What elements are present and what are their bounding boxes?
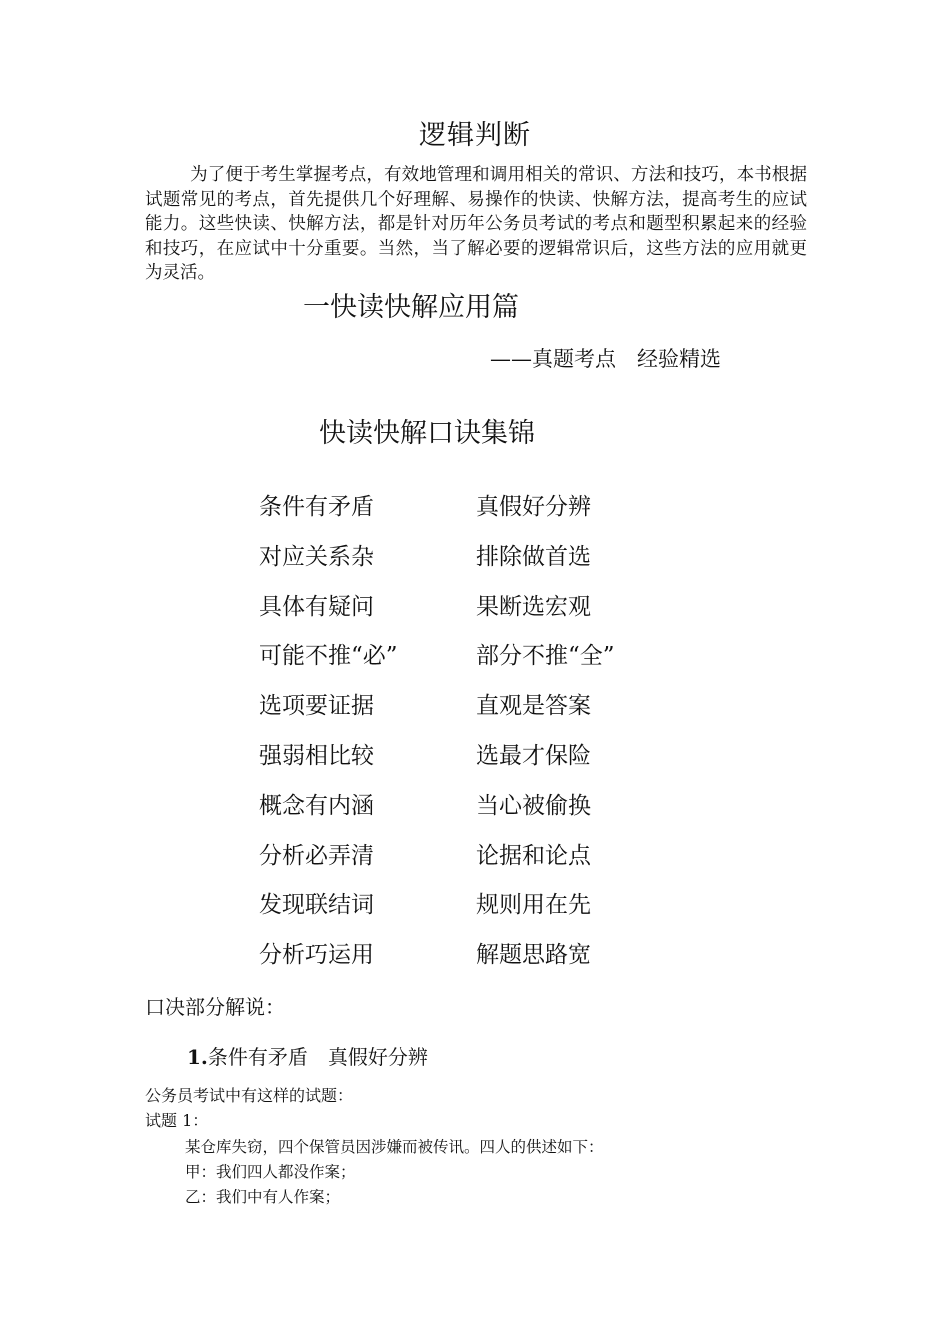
- verse-right: 当心被偷换: [476, 792, 591, 819]
- verse-right: 论据和论点: [476, 842, 591, 869]
- verse-right: 果断选宏观: [476, 593, 591, 620]
- intro-text: 为了便于考生掌握考点，有效地管理和调用相关的常识、方法和技巧，本书根据试题常见的考点，首先提供几个好理解、易操作的快读、快解方法，提高考生的应试能力。这些快读、快解方法，都是针对历年公务员考试的考点和题型积累起来的经验和技巧，在应试中十分重要。当然，当了解必要的逻辑常识后，这些方法的应用就更为灵活。: [145, 165, 807, 283]
- verse-right: 解题思路宽: [476, 942, 591, 969]
- verse-line: [259, 935, 719, 985]
- verse-left: 发现联结词: [259, 892, 374, 919]
- verse-left: 分析巧运用: [259, 942, 374, 969]
- verse-title: 快读快解口诀集锦: [319, 418, 535, 449]
- verse-left: 选项要证据: [259, 693, 374, 720]
- verse-left: 具体有疑问: [259, 593, 374, 620]
- section-subheading: ——真题考点 经验精选: [490, 347, 721, 371]
- exam-intro: 公务员考试中有这样的试题：: [145, 1086, 354, 1105]
- explanation-heading: 口决部分解说：: [145, 995, 285, 1019]
- verse-left: 分析必弄清: [259, 842, 374, 869]
- question-line: 甲：我们四人都没作案；: [185, 1163, 356, 1181]
- verse-left: 强弱相比较: [259, 742, 374, 769]
- verse-right: 选最才保险: [476, 742, 591, 769]
- verse-line: [259, 686, 719, 736]
- verse-line: [259, 537, 719, 587]
- verse-list: [259, 487, 719, 985]
- document-title: 逻辑判断: [419, 120, 531, 151]
- verse-right: 排除做首选: [476, 543, 591, 570]
- verse-right: 直观是答案: [476, 693, 591, 720]
- verse-right: 真假好分辨: [476, 494, 591, 520]
- intro-paragraph: [145, 163, 807, 286]
- verse-line: [259, 736, 719, 786]
- verse-right: 规则用在先: [476, 892, 591, 919]
- point-title: [187, 1041, 428, 1070]
- point-text: 条件有矛盾 真假好分辨: [207, 1045, 428, 1069]
- section-heading: 一快读快解应用篇: [303, 292, 519, 323]
- verse-left: 概念有内涵: [259, 792, 374, 819]
- verse-line: [259, 786, 719, 836]
- verse-line: [259, 836, 719, 886]
- verse-left: 可能不推“必”: [259, 643, 398, 670]
- verse-line: [259, 487, 719, 537]
- verse-left: 条件有矛盾: [259, 494, 374, 520]
- verse-line: [259, 636, 719, 686]
- verse-line: [259, 885, 719, 935]
- verse-line: [259, 587, 719, 637]
- point-number: 1.: [187, 1045, 208, 1069]
- question-line: 乙：我们中有人作案；: [185, 1188, 341, 1206]
- verse-left: 对应关系杂: [259, 543, 374, 570]
- verse-right: 部分不推“全”: [476, 643, 615, 670]
- question-label: 试题 1：: [145, 1111, 209, 1130]
- question-line: 某仓库失窃，四个保管员因涉嫌而被传讯。四人的供述如下：: [185, 1138, 604, 1156]
